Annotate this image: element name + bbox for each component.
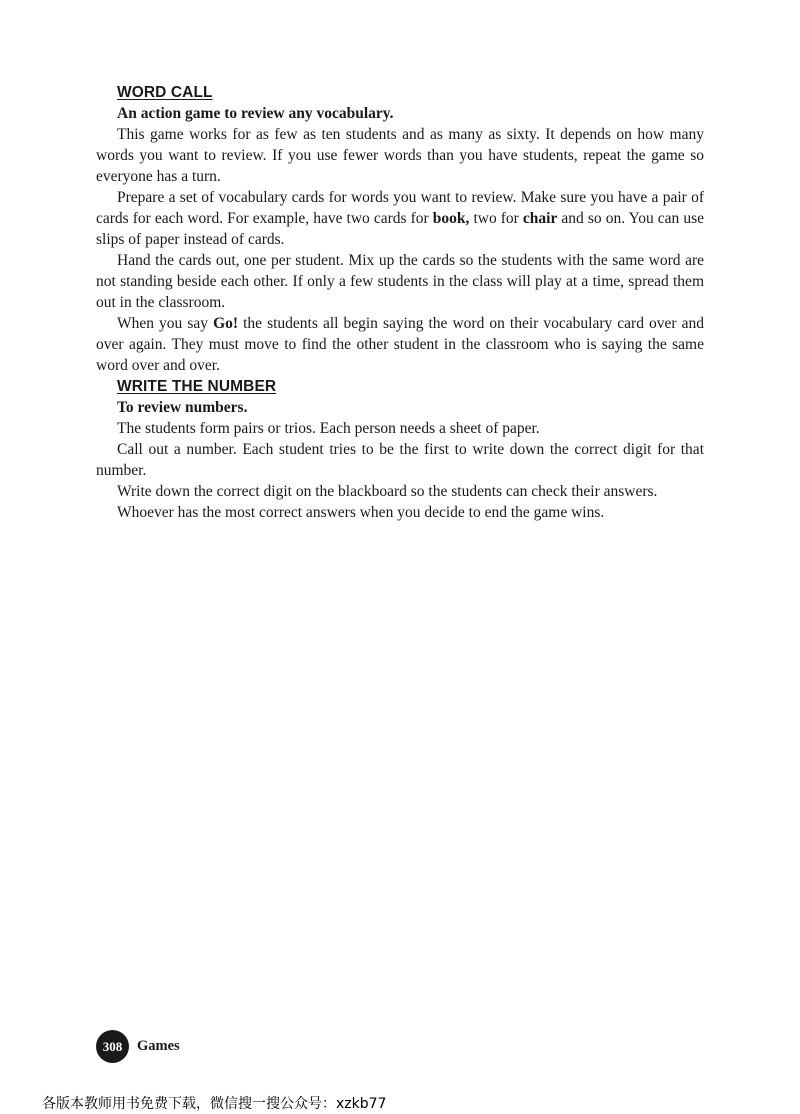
text-run: and so on. You can use slips of paper instead of cards. [96,210,705,248]
paragraph [96,418,704,439]
page-footer [96,1030,180,1063]
paragraph [96,313,704,376]
text-run: Whoever has the most correct answers when you decide to end the game wins. [117,504,605,521]
bold-word: chair [522,210,558,227]
bottom-note: 各版本教师用书免费下载，微信搜一搜公众号：xzkb77 [42,1096,387,1112]
text-run: Write down the correct digit on the blackboard so the students can check their answers. [117,483,658,500]
paragraph [96,502,704,523]
paragraph [96,439,704,481]
bold-word: Go! [213,315,239,332]
paragraph [96,124,704,187]
footer-section-name: Games [137,1038,180,1054]
text-run: two for [469,210,523,227]
text-run: This game works for as few as ten students and as many as sixty. It depends on how many words you want to review. If you use fewer words than you have students, repeat the game so everyone has a turn. [96,126,704,185]
text-run: When you say [117,315,214,332]
section-write-the-number [96,376,704,523]
text-run: Hand the cards out, one per student. Mix up the cards so the students with the same word are not standing beside each other. If only a few students in the class will play at a time, spread them out in the classroom. [96,252,704,311]
paragraph [96,187,704,250]
text-run: Call out a number. Each student tries to be the first to write down the correct digit for that number. [96,441,704,479]
section-subheading: An action game to review any vocabulary. [117,105,394,122]
text-run: The students form pairs or trios. Each person needs a sheet of paper. [117,420,540,437]
section-heading: WRITE THE NUMBER [117,378,277,395]
paragraph [96,250,704,313]
bold-word: book, [432,210,470,227]
text-run: the students all begin saying the word on their vocabulary card over and over again. They must move to find the other student in the classroom who is saying the same word over and over. [96,315,704,374]
section-subheading: To review numbers. [117,399,248,416]
text-run: Prepare a set of vocabulary cards for words you want to review. Make sure you have a pair of cards for each word. For example, have two cards for [96,189,704,227]
section-heading: WORD CALL [117,84,213,101]
page-body [96,82,704,523]
page-number-badge: 308 [96,1030,129,1063]
paragraph [96,481,704,502]
section-word-call [96,82,704,376]
